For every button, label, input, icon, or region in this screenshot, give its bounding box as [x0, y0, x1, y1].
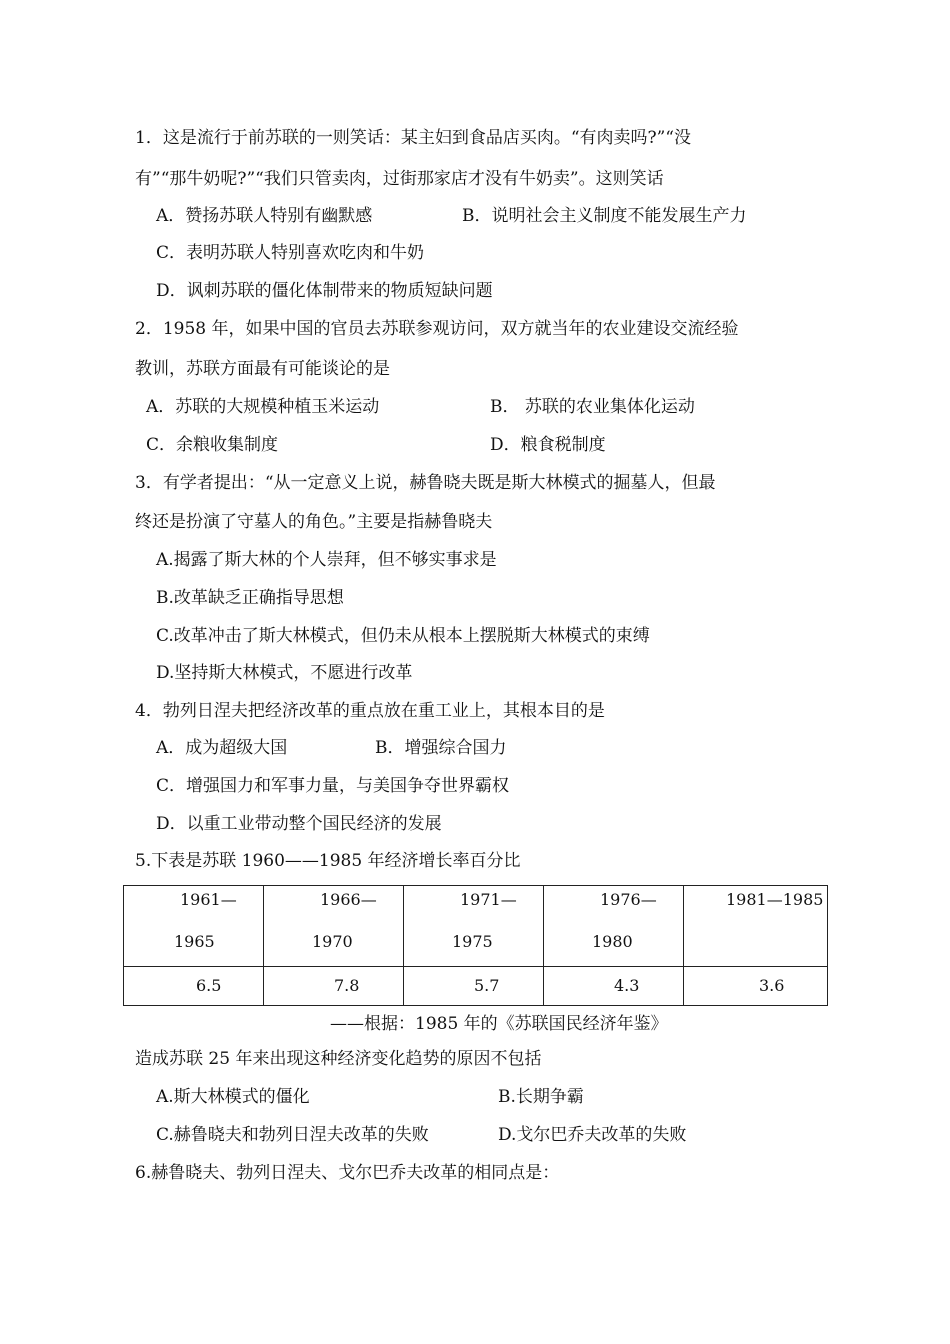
q6-stem: 6.赫鲁晓夫、勃列日涅夫、戈尔巴乔夫改革的相同点是：	[135, 1163, 560, 1183]
growth-value: 5.7	[474, 976, 500, 995]
q2-stem-line2: 教训，苏联方面最有可能谈论的是	[135, 359, 390, 379]
table-value-cell	[684, 967, 828, 1006]
growth-value: 4.3	[614, 976, 640, 995]
q2-option-a: A．苏联的大规模种植玉米运动	[146, 397, 380, 417]
period-range: 1981—1985	[726, 890, 824, 909]
period-end: 1970	[312, 932, 353, 951]
q4-option-d: D．以重工业带动整个国民经济的发展	[156, 814, 442, 834]
table-header-cell	[124, 886, 264, 967]
q4-option-a: A．成为超级大国	[156, 738, 288, 758]
table-header-cell	[544, 886, 684, 967]
q2-option-c: C．余粮收集制度	[146, 435, 279, 455]
q3-option-c: C.改革冲击了斯大林模式，但仍未从根本上摆脱斯大林模式的束缚	[156, 626, 650, 646]
table-row	[124, 967, 828, 1006]
q5-option-a: A.斯大林模式的僵化	[156, 1087, 310, 1107]
q2-option-b: B． 苏联的农业集体化运动	[490, 397, 695, 417]
q1-stem-line2: 有”“那牛奶呢?”“我们只管卖肉，过街那家店才没有牛奶卖”。这则笑话	[135, 169, 664, 189]
period-end: 1975	[452, 932, 493, 951]
table-header-row	[124, 886, 828, 967]
q5-option-b: B.长期争霸	[498, 1087, 584, 1107]
table-value-cell	[264, 967, 404, 1006]
q4-stem: 4．勃列日涅夫把经济改革的重点放在重工业上，其根本目的是	[135, 701, 605, 721]
q5-question: 造成苏联 25 年来出现这种经济变化趋势的原因不包括	[135, 1049, 542, 1069]
table-value-cell	[404, 967, 544, 1006]
period-start: 1966—	[320, 890, 377, 909]
period-start: 1971—	[460, 890, 517, 909]
q4-option-b: B．增强综合国力	[375, 738, 507, 758]
period-end: 1965	[174, 932, 215, 951]
table-value-cell	[124, 967, 264, 1006]
table-header-cell	[264, 886, 404, 967]
q1-option-c: C．表明苏联人特别喜欢吃肉和牛奶	[156, 243, 425, 263]
q3-option-d: D.坚持斯大林模式，不愿进行改革	[156, 663, 413, 683]
q5-stem: 5.下表是苏联 1960——1985 年经济增长率百分比	[135, 851, 521, 871]
table-value-cell	[544, 967, 684, 1006]
q1-stem-line1: 1．这是流行于前苏联的一则笑话：某主妇到食品店买肉。“有肉卖吗?”“没	[135, 128, 692, 148]
q3-stem-line2: 终还是扮演了守墓人的角色。”主要是指赫鲁晓夫	[135, 512, 493, 532]
q2-stem-line1: 2．1958 年，如果中国的官员去苏联参观访问，双方就当年的农业建设交流经验	[135, 319, 739, 339]
q3-option-a: A.揭露了斯大林的个人崇拜，但不够实事求是	[156, 550, 497, 570]
growth-value: 6.5	[196, 976, 222, 995]
growth-value: 3.6	[759, 976, 785, 995]
period-start: 1976—	[600, 890, 657, 909]
q5-option-c: C.赫鲁晓夫和勃列日涅夫改革的失败	[156, 1125, 429, 1145]
growth-rate-table	[123, 885, 828, 1006]
q3-stem-line1: 3．有学者提出：“从一定意义上说，赫鲁晓夫既是斯大林模式的掘墓人，但最	[135, 473, 716, 493]
q1-option-a: A．赞扬苏联人特别有幽默感	[156, 206, 373, 226]
q2-option-d: D．粮食税制度	[490, 435, 606, 455]
growth-value: 7.8	[334, 976, 360, 995]
q4-option-c: C．增强国力和军事力量，与美国争夺世界霸权	[156, 776, 510, 796]
q5-table-source: ——根据：1985 年的《苏联国民经济年鉴》	[330, 1014, 668, 1034]
q3-option-b: B.改革缺乏正确指导思想	[156, 588, 344, 608]
table-header-cell	[684, 886, 828, 967]
table-header-cell	[404, 886, 544, 967]
period-start: 1961—	[180, 890, 237, 909]
q5-option-d: D.戈尔巴乔夫改革的失败	[498, 1125, 687, 1145]
q1-option-d: D．讽刺苏联的僵化体制带来的物质短缺问题	[156, 281, 493, 301]
q1-option-b: B．说明社会主义制度不能发展生产力	[462, 206, 747, 226]
period-end: 1980	[592, 932, 633, 951]
